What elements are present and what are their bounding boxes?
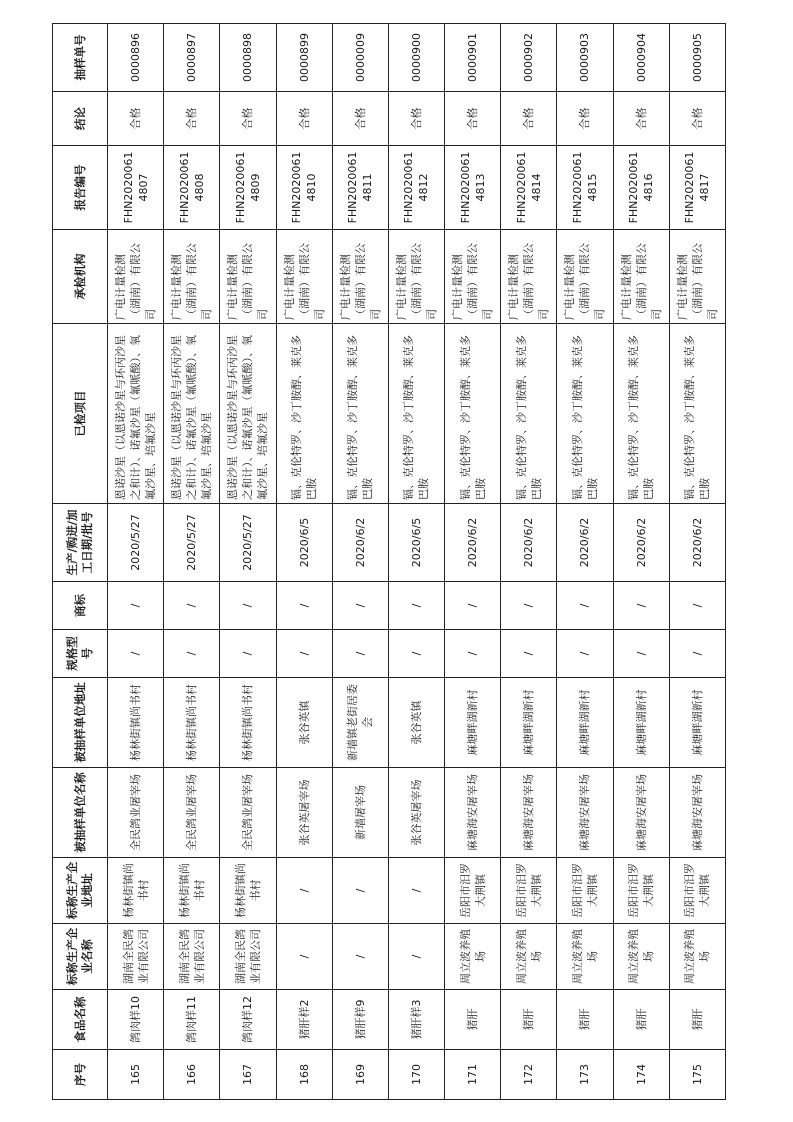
- sample-number-cell: 0000905: [669, 24, 725, 92]
- spec-model-cell: /: [669, 630, 725, 678]
- food-name-cell: 猪肝: [613, 990, 669, 1050]
- brand-cell: /: [164, 582, 220, 630]
- production-date-cell: 2020/5/27: [164, 504, 220, 582]
- inspection-results-table: [52, 23, 726, 1100]
- tested-items-cell: 镉、克伦特罗、沙丁胺醇、莱克多巴胺: [557, 324, 613, 504]
- producer-name-cell: /: [276, 924, 332, 990]
- production-date-cell: 2020/6/2: [332, 504, 388, 582]
- sampled-unit-address-cell: 张谷英镇: [276, 678, 332, 768]
- brand-cell: /: [669, 582, 725, 630]
- header-cell: 被抽样单位地址: [53, 678, 108, 768]
- report-number-cell: FHN20200614814: [501, 146, 557, 230]
- table-body: [108, 24, 726, 1100]
- brand-cell: /: [557, 582, 613, 630]
- report-number-cell: FHN20200614815: [557, 146, 613, 230]
- brand-cell: /: [388, 582, 444, 630]
- table-row: [445, 24, 501, 1100]
- tested-items-cell: 镉、克伦特罗、沙丁胺醇、莱克多巴胺: [445, 324, 501, 504]
- report-number-cell: FHN20200614816: [613, 146, 669, 230]
- sample-number-cell: 0000896: [108, 24, 164, 92]
- sampled-unit-address-cell: 麻塘畔湖新村: [501, 678, 557, 768]
- header-cell: 承检机构: [53, 230, 108, 324]
- sampled-unit-address-cell: 麻塘畔湖新村: [445, 678, 501, 768]
- sampled-unit-name-cell: 新墙屠宰场: [332, 768, 388, 858]
- row-number-cell: 170: [388, 1050, 444, 1100]
- spec-model-cell: /: [220, 630, 276, 678]
- spec-model-cell: /: [557, 630, 613, 678]
- food-name-cell: 猪肝: [557, 990, 613, 1050]
- table-row: [332, 24, 388, 1100]
- producer-name-cell: /: [332, 924, 388, 990]
- sampled-unit-name-cell: 张谷英屠宰场: [388, 768, 444, 858]
- producer-name-cell: 周立波养殖场: [501, 924, 557, 990]
- producer-address-cell: 杨林街镇尚书村: [220, 858, 276, 924]
- sampled-unit-address-cell: 麻塘畔湖新村: [613, 678, 669, 768]
- sample-number-cell: 0000899: [276, 24, 332, 92]
- sample-number-cell: 0000904: [613, 24, 669, 92]
- tested-items-cell: 恩诺沙星（以恩诺沙星与环丙沙星之和计）、诺氟沙星（氟哌酸）、氧氟沙星、培氟沙星: [220, 324, 276, 504]
- row-number-cell: 171: [445, 1050, 501, 1100]
- rotated-page: [52, 24, 726, 1100]
- brand-cell: /: [445, 582, 501, 630]
- food-name-cell: 猪肝样9: [332, 990, 388, 1050]
- conclusion-cell: 合格: [557, 92, 613, 146]
- report-number-cell: FHN20200614813: [445, 146, 501, 230]
- conclusion-cell: 合格: [108, 92, 164, 146]
- producer-address-cell: 岳阳市汨罗大荆镇: [445, 858, 501, 924]
- food-name-cell: 猪肝: [445, 990, 501, 1050]
- sampled-unit-name-cell: 麻塘海安屠宰场: [613, 768, 669, 858]
- testing-lab-cell: 广电计量检测（湖南）有限公司: [669, 230, 725, 324]
- tested-items-cell: 恩诺沙星（以恩诺沙星与环丙沙星之和计）、诺氟沙星（氟哌酸）、氧氟沙星、培氟沙星: [108, 324, 164, 504]
- sampled-unit-address-cell: 杨林街镇尚书村: [108, 678, 164, 768]
- table-row: [220, 24, 276, 1100]
- brand-cell: /: [501, 582, 557, 630]
- sampled-unit-name-cell: 全民鸽业屠宰场: [108, 768, 164, 858]
- sampled-unit-name-cell: 张谷英屠宰场: [276, 768, 332, 858]
- producer-address-cell: /: [276, 858, 332, 924]
- testing-lab-cell: 广电计量检测（湖南）有限公司: [557, 230, 613, 324]
- sampled-unit-name-cell: 麻塘海安屠宰场: [445, 768, 501, 858]
- conclusion-cell: 合格: [501, 92, 557, 146]
- conclusion-cell: 合格: [445, 92, 501, 146]
- testing-lab-cell: 广电计量检测（湖南）有限公司: [445, 230, 501, 324]
- producer-name-cell: 周立波养殖场: [445, 924, 501, 990]
- tested-items-cell: 镉、克伦特罗、沙丁胺醇、莱克多巴胺: [388, 324, 444, 504]
- production-date-cell: 2020/5/27: [220, 504, 276, 582]
- sampled-unit-name-cell: 麻塘海安屠宰场: [501, 768, 557, 858]
- food-name-cell: 猪肝: [669, 990, 725, 1050]
- food-name-cell: 猪肝: [501, 990, 557, 1050]
- producer-address-cell: 岳阳市汨罗大荆镇: [613, 858, 669, 924]
- header-cell: 食品名称: [53, 990, 108, 1050]
- sample-number-cell: 0000901: [445, 24, 501, 92]
- tested-items-cell: 镉、克伦特罗、沙丁胺醇、莱克多巴胺: [276, 324, 332, 504]
- production-date-cell: 2020/5/27: [108, 504, 164, 582]
- table-row: [613, 24, 669, 1100]
- spec-model-cell: /: [164, 630, 220, 678]
- sample-number-cell: 0000009: [332, 24, 388, 92]
- testing-lab-cell: 广电计量检测（湖南）有限公司: [613, 230, 669, 324]
- spec-model-cell: /: [332, 630, 388, 678]
- report-number-cell: FHN20200614807: [108, 146, 164, 230]
- production-date-cell: 2020/6/2: [669, 504, 725, 582]
- testing-lab-cell: 广电计量检测（湖南）有限公司: [332, 230, 388, 324]
- tested-items-cell: 镉、克伦特罗、沙丁胺醇、莱克多巴胺: [501, 324, 557, 504]
- brand-cell: /: [613, 582, 669, 630]
- production-date-cell: 2020/6/2: [501, 504, 557, 582]
- sample-number-cell: 0000897: [164, 24, 220, 92]
- food-name-cell: 猪肝样3: [388, 990, 444, 1050]
- conclusion-cell: 合格: [164, 92, 220, 146]
- row-number-cell: 172: [501, 1050, 557, 1100]
- header-cell: 序号: [53, 1050, 108, 1100]
- spec-model-cell: /: [388, 630, 444, 678]
- testing-lab-cell: 广电计量检测（湖南）有限公司: [164, 230, 220, 324]
- food-name-cell: 鸽肉样11: [164, 990, 220, 1050]
- producer-address-cell: /: [388, 858, 444, 924]
- conclusion-cell: 合格: [669, 92, 725, 146]
- report-number-cell: FHN20200614808: [164, 146, 220, 230]
- header-cell: 已检项目: [53, 324, 108, 504]
- sampled-unit-address-cell: 张谷英镇: [388, 678, 444, 768]
- sampled-unit-address-cell: 麻塘畔湖新村: [557, 678, 613, 768]
- report-number-cell: FHN20200614812: [388, 146, 444, 230]
- brand-cell: /: [332, 582, 388, 630]
- conclusion-cell: 合格: [613, 92, 669, 146]
- table-row: [108, 24, 164, 1100]
- report-number-cell: FHN20200614810: [276, 146, 332, 230]
- sample-number-cell: 0000900: [388, 24, 444, 92]
- spec-model-cell: /: [501, 630, 557, 678]
- production-date-cell: 2020/6/5: [276, 504, 332, 582]
- food-name-cell: 鸽肉样12: [220, 990, 276, 1050]
- producer-name-cell: /: [388, 924, 444, 990]
- tested-items-cell: 镉、克伦特罗、沙丁胺醇、莱克多巴胺: [669, 324, 725, 504]
- row-number-cell: 168: [276, 1050, 332, 1100]
- tested-items-cell: 镉、克伦特罗、沙丁胺醇、莱克多巴胺: [332, 324, 388, 504]
- conclusion-cell: 合格: [388, 92, 444, 146]
- table-row: [557, 24, 613, 1100]
- sample-number-cell: 0000903: [557, 24, 613, 92]
- brand-cell: /: [276, 582, 332, 630]
- row-number-cell: 166: [164, 1050, 220, 1100]
- production-date-cell: 2020/6/2: [613, 504, 669, 582]
- producer-name-cell: 湖南全民鸽业有限公司: [108, 924, 164, 990]
- spec-model-cell: /: [108, 630, 164, 678]
- producer-address-cell: 杨林街镇尚书村: [108, 858, 164, 924]
- food-name-cell: 猪肝样2: [276, 990, 332, 1050]
- sampled-unit-address-cell: 杨林街镇尚书村: [220, 678, 276, 768]
- testing-lab-cell: 广电计量检测（湖南）有限公司: [501, 230, 557, 324]
- spec-model-cell: /: [613, 630, 669, 678]
- report-number-cell: FHN20200614809: [220, 146, 276, 230]
- producer-name-cell: 周立波养殖场: [669, 924, 725, 990]
- table-row: [164, 24, 220, 1100]
- producer-name-cell: 湖南全民鸽业有限公司: [164, 924, 220, 990]
- sampled-unit-address-cell: 新墙镇老街居委会: [332, 678, 388, 768]
- table-row: [388, 24, 444, 1100]
- sample-number-cell: 0000898: [220, 24, 276, 92]
- header-cell: 报告编号: [53, 146, 108, 230]
- testing-lab-cell: 广电计量检测（湖南）有限公司: [388, 230, 444, 324]
- sampled-unit-name-cell: 全民鸽业屠宰场: [164, 768, 220, 858]
- producer-name-cell: 周立波养殖场: [613, 924, 669, 990]
- header-cell: 标称生产企业地址: [53, 858, 108, 924]
- table-row: [276, 24, 332, 1100]
- row-number-cell: 165: [108, 1050, 164, 1100]
- sampled-unit-address-cell: 麻塘畔湖新村: [669, 678, 725, 768]
- header-cell: 抽样单号: [53, 24, 108, 92]
- report-number-cell: FHN20200614817: [669, 146, 725, 230]
- producer-address-cell: /: [332, 858, 388, 924]
- conclusion-cell: 合格: [220, 92, 276, 146]
- table-row: [501, 24, 557, 1100]
- producer-address-cell: 杨林街镇尚书村: [164, 858, 220, 924]
- producer-name-cell: 周立波养殖场: [557, 924, 613, 990]
- food-name-cell: 鸽肉样10: [108, 990, 164, 1050]
- brand-cell: /: [108, 582, 164, 630]
- header-cell: 标称生产企业名称: [53, 924, 108, 990]
- sampled-unit-name-cell: 全民鸽业屠宰场: [220, 768, 276, 858]
- header-cell: 规格型号: [53, 630, 108, 678]
- sample-number-cell: 0000902: [501, 24, 557, 92]
- production-date-cell: 2020/6/5: [388, 504, 444, 582]
- conclusion-cell: 合格: [332, 92, 388, 146]
- table-row: [669, 24, 725, 1100]
- spec-model-cell: /: [276, 630, 332, 678]
- header-cell: 商标: [53, 582, 108, 630]
- testing-lab-cell: 广电计量检测（湖南）有限公司: [108, 230, 164, 324]
- producer-address-cell: 岳阳市汨罗大荆镇: [501, 858, 557, 924]
- producer-address-cell: 岳阳市汨罗大荆镇: [669, 858, 725, 924]
- producer-name-cell: 湖南全民鸽业有限公司: [220, 924, 276, 990]
- spec-model-cell: /: [445, 630, 501, 678]
- testing-lab-cell: 广电计量检测（湖南）有限公司: [276, 230, 332, 324]
- brand-cell: /: [220, 582, 276, 630]
- header-cell: 生产/购进/加工日期/批号: [53, 504, 108, 582]
- report-number-cell: FHN20200614811: [332, 146, 388, 230]
- production-date-cell: 2020/6/2: [557, 504, 613, 582]
- row-number-cell: 167: [220, 1050, 276, 1100]
- header-cell: 被抽样单位名称: [53, 768, 108, 858]
- row-number-cell: 173: [557, 1050, 613, 1100]
- row-number-cell: 175: [669, 1050, 725, 1100]
- tested-items-cell: 镉、克伦特罗、沙丁胺醇、莱克多巴胺: [613, 324, 669, 504]
- header-cell: 结论: [53, 92, 108, 146]
- sampled-unit-name-cell: 麻塘海安屠宰场: [669, 768, 725, 858]
- producer-address-cell: 岳阳市汨罗大荆镇: [557, 858, 613, 924]
- production-date-cell: 2020/6/2: [445, 504, 501, 582]
- row-number-cell: 174: [613, 1050, 669, 1100]
- tested-items-cell: 恩诺沙星（以恩诺沙星与环丙沙星之和计）、诺氟沙星（氟哌酸）、氧氟沙星、培氟沙星: [164, 324, 220, 504]
- row-number-cell: 169: [332, 1050, 388, 1100]
- sampled-unit-address-cell: 杨林街镇尚书村: [164, 678, 220, 768]
- conclusion-cell: 合格: [276, 92, 332, 146]
- testing-lab-cell: 广电计量检测（湖南）有限公司: [220, 230, 276, 324]
- table-header-row: [53, 24, 108, 1100]
- sampled-unit-name-cell: 麻塘海安屠宰场: [557, 768, 613, 858]
